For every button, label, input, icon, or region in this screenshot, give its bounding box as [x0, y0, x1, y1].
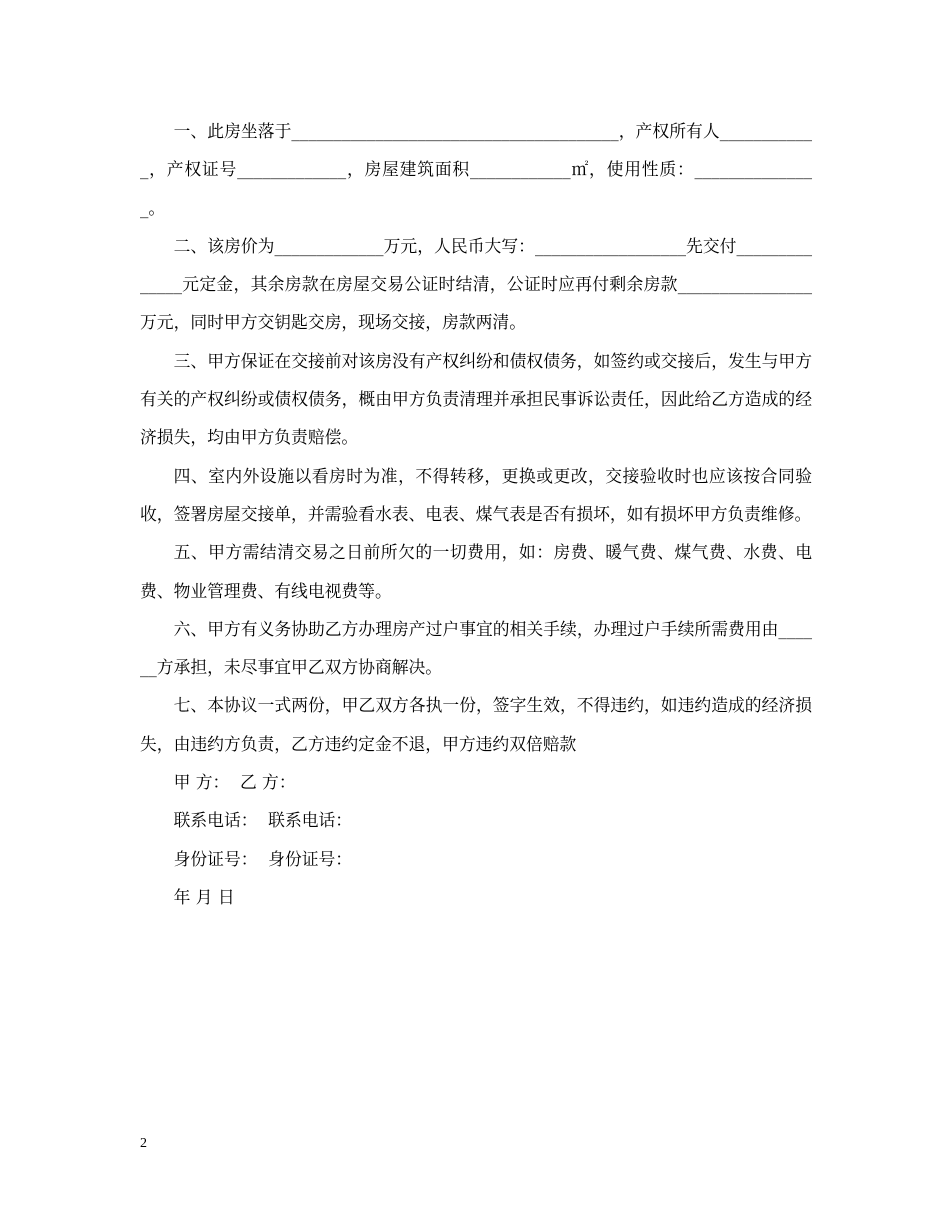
clause-5-outstanding-fees: 五、甲方需结清交易之日前所欠的一切费用，如：房费、暖气费、煤气费、水费、电费、物业管理费、有线电视费等。 [140, 542, 812, 601]
clause-3-seller-guarantee: 三、甲方保证在交接前对该房没有产权纠纷和债权债务，如签约或交接后，发生与甲方有关的产权纠纷或债权债务，概由甲方负责清理并承担民事诉讼责任，因此给乙方造成的经济损失，均由甲方负责赔偿。 [140, 350, 812, 448]
clause-4-facilities: 四、室内外设施以看房时为准，不得转移，更换或更改，交接验收时也应该按合同验收，签署房屋交接单，并需验看水表、电表、煤气表是否有损坏，如有损坏甲方负责维修。 [140, 465, 812, 524]
clause-1-property-location: 一、此房坐落于_______________________________________，产权所有人____________，产权证号_____________，房屋建筑面积____________㎡，使用性质：_______________。 [140, 121, 812, 218]
clause-7-breach-terms: 七、本协议一式两份，甲乙双方各执一份，签字生效，不得违约，如违约造成的经济损失，由违约方负责，乙方违约定金不退，甲方违约双倍赔款 [140, 695, 812, 754]
signature-phones: 联系电话： 联系电话： [173, 810, 353, 831]
signature-date: 年 月 日 [173, 886, 235, 907]
document-body [140, 112, 812, 916]
signature-parties: 甲 方： 乙 方： [173, 772, 296, 793]
signature-ids: 身份证号： 身份证号： [173, 848, 353, 869]
signature-block [140, 763, 812, 916]
clause-6-transfer-procedures: 六、甲方有义务协助乙方办理房产过户事宜的相关手续，办理过户手续所需费用由______方承担，未尽事宜甲乙双方协商解决。 [140, 618, 812, 678]
page-number: 2 [140, 1136, 147, 1151]
clause-2-price-payment: 二、该房价为_____________万元，人民币大写：__________________先交付______________元定金，其余房款在房屋交易公证时结清，公证时应再付剩余房款________________万元，同时甲方交钥匙交房，现场交接，房款两清。 [140, 235, 812, 333]
